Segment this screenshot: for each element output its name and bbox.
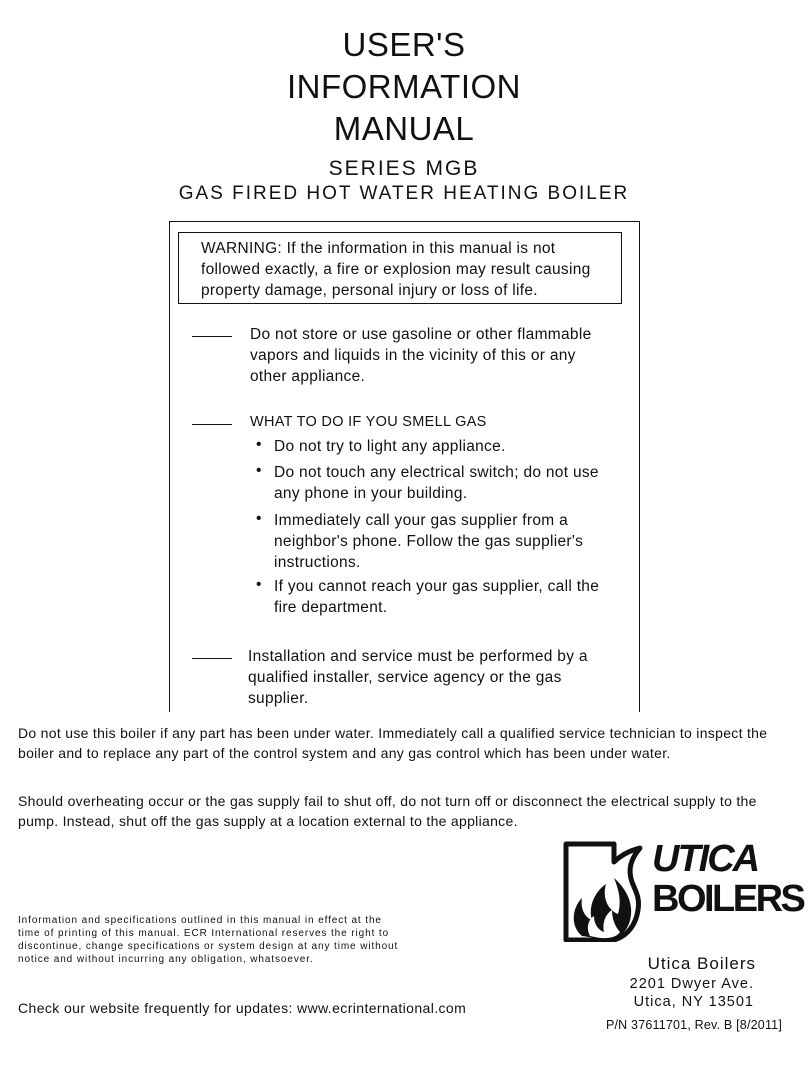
part-number: P/N 37611701, Rev. B [8/2011] [605,1018,782,1032]
warning-line-2: followed exactly, a fire or explosion may result causing [201,261,591,278]
bullet-item: If you cannot reach your gas supplier, call the fire department. [274,578,600,616]
smell-gas-heading: WHAT TO DO IF YOU SMELL GAS [250,414,487,430]
bullet-item: Immediately call your gas supplier from a neighbor's phone. Follow the gas supplier's instructions. [274,512,584,571]
series-name: SERIES MGB [328,157,480,180]
dash-rule [192,424,232,425]
fine-print: Information and specifications outlined in this manual in effect at the time of printing of this manual. ECR International reserves the right to discontinue, change specifications or system design at any time without notice and without incurring any obligation, whatsoever. [18,915,399,965]
bullet-item: Do not touch any electrical switch; do not use any phone in your building. [274,464,599,502]
company-street: 2201 Dwyer Ave. [629,976,754,992]
logo-wordmark-bottom: BOILERS [652,878,804,920]
company-city: Utica, NY 13501 [633,994,754,1010]
overheating-paragraph: Should overheating occur or the gas supply fail to shut off, do not turn off or disconnect the electrical supply to the pump. Instead, shut off the gas supply at a location external to the appliance. [18,793,757,829]
dash-rule [192,658,232,659]
title-line-3: MANUAL [333,110,475,147]
instruction-item-3: Installation and service must be performed by a qualified installer, service agency or the gas supplier. [248,648,588,707]
warning-box [178,232,622,304]
flood-warning-paragraph: Do not use this boiler if any part has been under water. Immediately call a qualified service technician to inspect the boiler and to replace any part of the control system and any gas control which has been under water. [18,725,768,761]
logo-wordmark-top: UTICA [652,838,759,880]
bullet-item: Do not try to light any appliance. [274,438,506,455]
website-line: Check our website frequently for updates: www.ecrinternational.com [18,1000,467,1016]
dash-rule [192,336,232,337]
warning-line-1: WARNING: If the information in this manual is not [201,240,556,257]
instruction-item-1: Do not store or use gasoline or other flammable vapors and liquids in the vicinity of this or any other appliance. [250,326,592,385]
utica-boilers-logo [556,836,804,942]
document-subtitle: GAS FIRED HOT WATER HEATING BOILER [178,183,630,204]
bullet-dot: • [256,462,262,479]
company-name: Utica Boilers [647,954,756,973]
title-line-2: INFORMATION [286,68,522,105]
bullet-dot: • [256,436,262,453]
warning-line-3: property damage, personal injury or loss of life. [201,282,538,299]
bullet-dot: • [256,576,262,593]
bullet-dot: • [256,510,262,527]
title-line-1: USER'S [342,26,466,63]
